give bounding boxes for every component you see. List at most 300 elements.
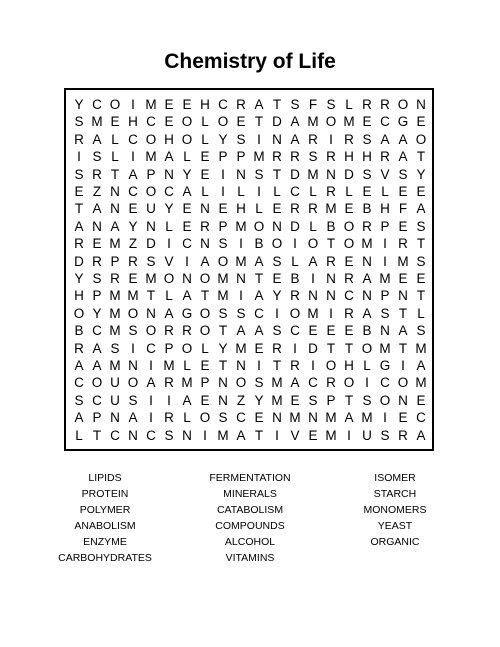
grid-letter: I <box>329 305 333 321</box>
grid-letter: L <box>183 149 191 165</box>
grid-letter: N <box>308 410 318 426</box>
grid-letter: H <box>344 358 354 373</box>
grid-letter: T <box>200 288 210 304</box>
grid-letter: Y <box>164 201 174 217</box>
grid-letter: M <box>109 358 121 373</box>
grid-letter: M <box>325 410 337 426</box>
grid-letter: E <box>164 97 174 112</box>
grid-letter: N <box>218 392 228 408</box>
grid-letter: E <box>362 184 372 199</box>
grid-letter: T <box>416 236 426 252</box>
grid-letter: C <box>182 236 192 252</box>
grid-letter: O <box>73 305 85 321</box>
grid-letter: O <box>145 131 157 147</box>
grid-letter: N <box>272 410 282 426</box>
grid-letter: P <box>218 149 228 165</box>
grid-letter: R <box>290 358 300 373</box>
grid-letter: I <box>311 271 315 286</box>
grid-letter: A <box>164 305 174 321</box>
grid-letter: T <box>272 358 282 373</box>
grid-letter: I <box>167 236 171 252</box>
grid-letter: E <box>344 323 354 339</box>
grid-letter: C <box>380 375 390 391</box>
grid-letter: M <box>397 253 409 269</box>
grid-letter: O <box>307 236 319 252</box>
grid-letter: Y <box>74 271 84 286</box>
grid-letter: S <box>236 305 246 321</box>
grid-row <box>66 287 432 305</box>
grid-letter: M <box>127 288 139 304</box>
grid-letter: A <box>416 201 426 217</box>
grid-letter: S <box>218 236 228 252</box>
grid-letter: T <box>254 427 264 443</box>
grid-letter: M <box>145 97 157 112</box>
grid-letter: S <box>362 392 372 408</box>
grid-letter: O <box>379 392 391 408</box>
grid-letter: P <box>380 218 390 234</box>
grid-letter: R <box>290 201 300 217</box>
grid-letter: L <box>309 218 317 234</box>
grid-letter: M <box>379 340 391 356</box>
grid-letter: A <box>362 271 372 286</box>
grid-letter: U <box>110 375 120 391</box>
grid-letter: N <box>362 253 372 269</box>
grid-letter: E <box>110 114 120 130</box>
grid-letter: C <box>308 375 318 391</box>
grid-letter: H <box>128 114 138 130</box>
grid-letter: S <box>398 166 408 182</box>
grid-letter: C <box>146 114 156 130</box>
grid-letter: P <box>326 392 336 408</box>
grid-letter: P <box>200 375 210 391</box>
grid-row <box>66 427 432 445</box>
grid-letter: Y <box>272 288 282 304</box>
grid-letter: M <box>109 288 121 304</box>
grid-row <box>66 392 432 410</box>
grid-row <box>66 374 432 392</box>
grid-letter: E <box>416 392 426 408</box>
grid-letter: O <box>199 323 211 339</box>
grid-letter: Y <box>128 218 138 234</box>
grid-letter: O <box>163 271 175 286</box>
grid-letter: D <box>74 253 84 269</box>
grid-letter: E <box>344 201 354 217</box>
grid-row <box>66 305 432 323</box>
grid-letter: A <box>254 288 264 304</box>
grid-letter: S <box>110 340 120 356</box>
grid-letter: O <box>343 218 355 234</box>
grid-letter: N <box>326 271 336 286</box>
grid-letter: I <box>239 236 243 252</box>
grid-letter: O <box>397 375 409 391</box>
grid-letter: A <box>110 218 120 234</box>
grid-letter: G <box>379 358 391 373</box>
grid-letter: I <box>131 340 135 356</box>
grid-letter: A <box>92 358 102 373</box>
grid-letter: O <box>127 375 139 391</box>
grid-row <box>66 253 432 271</box>
grid-letter: L <box>345 97 353 112</box>
grid-letter: A <box>254 323 264 339</box>
grid-letter: E <box>182 201 192 217</box>
grid-letter: H <box>380 201 390 217</box>
grid-letter: R <box>110 271 120 286</box>
grid-letter: A <box>398 323 408 339</box>
grid-letter: I <box>401 358 405 373</box>
grid-letter: R <box>290 288 300 304</box>
grid-letter: H <box>362 149 372 165</box>
grid-letter: N <box>236 166 246 182</box>
grid-letter: S <box>308 149 318 165</box>
grid-letter: B <box>254 236 264 252</box>
grid-letter: R <box>344 131 354 147</box>
grid-letter: M <box>163 358 175 373</box>
grid-letter: L <box>111 131 119 147</box>
grid-letter: R <box>380 97 390 112</box>
grid-letter: E <box>290 392 300 408</box>
grid-letter: P <box>236 149 246 165</box>
grid-letter: I <box>131 97 135 112</box>
grid-letter: L <box>165 288 173 304</box>
grid-letter: N <box>110 201 120 217</box>
grid-letter: S <box>128 392 138 408</box>
grid-letter: S <box>128 323 138 339</box>
grid-letter: S <box>218 305 228 321</box>
grid-letter: E <box>254 340 264 356</box>
word-list-item: MINERALS <box>223 488 277 500</box>
grid-letter: O <box>325 114 337 130</box>
grid-letter: L <box>111 149 119 165</box>
grid-letter: M <box>307 305 319 321</box>
grid-letter: M <box>109 305 121 321</box>
grid-letter: G <box>181 305 193 321</box>
grid-letter: B <box>74 323 84 339</box>
grid-letter: I <box>347 427 351 443</box>
grid-letter: R <box>326 149 336 165</box>
grid-letter: M <box>361 236 373 252</box>
grid-letter: B <box>362 201 372 217</box>
grid-letter: N <box>200 236 210 252</box>
grid-letter: T <box>326 236 336 252</box>
word-list-item: ALCOHOL <box>224 536 276 548</box>
grid-letter: C <box>128 184 138 199</box>
word-list-item: FERMENTATION <box>209 472 291 484</box>
grid-letter: P <box>92 288 102 304</box>
grid-letter: I <box>203 427 207 443</box>
grid-letter: O <box>181 340 193 356</box>
grid-letter: S <box>254 375 264 391</box>
grid-letter: A <box>74 358 84 373</box>
grid-letter: A <box>254 97 264 112</box>
grid-letter: N <box>362 288 372 304</box>
grid-letter: M <box>181 375 193 391</box>
grid-letter: A <box>146 375 156 391</box>
grid-letter: A <box>92 340 102 356</box>
grid-letter: T <box>344 392 354 408</box>
grid-row <box>66 183 432 201</box>
grid-letter: O <box>217 114 229 130</box>
grid-letter: T <box>218 323 228 339</box>
grid-letter: M <box>307 114 319 130</box>
word-list-item: PROTEIN <box>81 488 129 500</box>
word-list-item: ORGANIC <box>370 536 420 548</box>
grid-letter: I <box>275 305 279 321</box>
grid-letter: A <box>308 253 318 269</box>
grid-letter: S <box>416 218 426 234</box>
grid-letter: E <box>416 184 426 199</box>
grid-row <box>66 166 432 184</box>
grid-letter: N <box>128 358 138 373</box>
grid-letter: M <box>343 114 355 130</box>
grid-letter: P <box>218 218 228 234</box>
grid-letter: E <box>236 114 246 130</box>
grid-letter: F <box>308 97 318 112</box>
grid-letter: I <box>383 236 387 252</box>
grid-row <box>66 218 432 236</box>
grid-letter: O <box>181 131 193 147</box>
grid-letter: I <box>239 288 243 304</box>
grid-letter: E <box>74 184 84 199</box>
grid-letter: L <box>363 358 371 373</box>
grid-letter: D <box>272 114 282 130</box>
grid-letter: E <box>272 201 282 217</box>
grid-letter: R <box>380 149 390 165</box>
word-list-item: ENZYME <box>83 536 127 548</box>
grid-letter: M <box>325 201 337 217</box>
grid-letter: A <box>290 375 300 391</box>
grid-letter: T <box>272 166 282 182</box>
grid-letter: D <box>344 166 354 182</box>
grid-row <box>66 409 432 427</box>
grid-letter: A <box>92 131 102 147</box>
word-list-item: CARBOHYDRATES <box>58 552 152 564</box>
grid-letter: S <box>308 392 318 408</box>
grid-letter: E <box>398 410 408 426</box>
grid-letter: Y <box>74 97 84 112</box>
word-list-item: ANABOLISM <box>74 520 136 532</box>
grid-letter: N <box>164 166 174 182</box>
grid-letter: E <box>200 166 210 182</box>
grid-letter: R <box>92 253 102 269</box>
grid-letter: E <box>308 323 318 339</box>
grid-letter: M <box>217 288 229 304</box>
grid-letter: A <box>290 131 300 147</box>
grid-letter: O <box>397 97 409 112</box>
grid-letter: C <box>164 184 174 199</box>
grid-letter: C <box>92 392 102 408</box>
grid-letter: R <box>362 218 372 234</box>
grid-letter: S <box>416 253 426 269</box>
grid-letter: L <box>201 114 209 130</box>
grid-letter: N <box>236 271 246 286</box>
grid-letter: A <box>182 392 192 408</box>
grid-letter: N <box>326 288 336 304</box>
grid-letter: Y <box>254 392 264 408</box>
grid-letter: R <box>182 323 192 339</box>
grid-letter: S <box>326 97 336 112</box>
grid-letter: A <box>416 358 426 373</box>
grid-row <box>66 113 432 131</box>
grid-letter: N <box>110 184 120 199</box>
grid-letter: P <box>110 253 120 269</box>
grid-letter: L <box>165 218 173 234</box>
word-list-item: YEAST <box>377 520 413 532</box>
grid-letter: E <box>272 271 282 286</box>
grid-letter: O <box>415 131 427 147</box>
grid-letter: O <box>199 271 211 286</box>
grid-letter: L <box>381 184 389 199</box>
grid-letter: R <box>74 236 84 252</box>
grid-letter: R <box>326 253 336 269</box>
word-list-column <box>305 470 485 550</box>
grid-letter: M <box>235 218 247 234</box>
grid-letter: N <box>236 358 246 373</box>
grid-letter: A <box>398 131 408 147</box>
grid-letter: S <box>362 166 372 182</box>
grid-letter: I <box>365 375 369 391</box>
grid-letter: T <box>326 340 336 356</box>
grid-letter: F <box>398 201 408 217</box>
grid-letter: A <box>236 427 246 443</box>
grid-letter: O <box>145 323 157 339</box>
grid-letter: N <box>200 201 210 217</box>
grid-letter: P <box>380 288 390 304</box>
grid-letter: D <box>290 218 300 234</box>
grid-letter: V <box>380 166 390 182</box>
grid-letter: A <box>128 410 138 426</box>
grid-letter: M <box>109 323 121 339</box>
grid-letter: E <box>254 410 264 426</box>
grid-letter: N <box>308 288 318 304</box>
grid-letter: E <box>164 114 174 130</box>
grid-letter: A <box>92 201 102 217</box>
grid-letter: R <box>272 340 282 356</box>
word-search-grid <box>64 88 434 451</box>
grid-letter: L <box>255 201 263 217</box>
grid-letter: L <box>309 184 317 199</box>
grid-letter: H <box>74 288 84 304</box>
grid-letter: P <box>92 410 102 426</box>
grid-letter: S <box>164 427 174 443</box>
grid-letter: L <box>237 184 245 199</box>
grid-letter: T <box>398 340 408 356</box>
grid-letter: I <box>221 184 225 199</box>
grid-letter: L <box>75 427 83 443</box>
grid-letter: A <box>182 288 192 304</box>
grid-letter: I <box>149 392 153 408</box>
grid-letter: N <box>182 427 192 443</box>
grid-letter: D <box>290 166 300 182</box>
grid-letter: T <box>344 340 354 356</box>
grid-letter: I <box>257 131 261 147</box>
grid-letter: C <box>146 427 156 443</box>
grid-letter: S <box>380 305 390 321</box>
grid-letter: E <box>308 427 318 443</box>
grid-letter: T <box>398 305 408 321</box>
grid-letter: A <box>416 427 426 443</box>
grid-letter: R <box>308 201 318 217</box>
grid-letter: D <box>146 236 156 252</box>
grid-letter: R <box>344 271 354 286</box>
grid-row <box>66 340 432 358</box>
grid-letter: S <box>254 166 264 182</box>
grid-letter: A <box>290 114 300 130</box>
grid-letter: E <box>398 271 408 286</box>
grid-letter: S <box>74 392 84 408</box>
grid-letter: Y <box>218 340 228 356</box>
grid-letter: O <box>199 410 211 426</box>
grid-letter: I <box>77 149 81 165</box>
grid-letter: P <box>146 166 156 182</box>
grid-letter: O <box>253 218 265 234</box>
grid-letter: A <box>164 149 174 165</box>
grid-letter: L <box>201 184 209 199</box>
grid-letter: Z <box>92 184 102 199</box>
grid-letter: R <box>74 340 84 356</box>
grid-letter: Z <box>128 236 138 252</box>
grid-row <box>66 270 432 288</box>
grid-letter: I <box>131 149 135 165</box>
grid-letter: N <box>380 323 390 339</box>
grid-letter: B <box>326 218 336 234</box>
grid-letter: M <box>325 427 337 443</box>
grid-letter: R <box>200 218 210 234</box>
grid-letter: I <box>275 427 279 443</box>
grid-letter: R <box>164 323 174 339</box>
grid-letter: R <box>164 410 174 426</box>
grid-letter: O <box>325 358 337 373</box>
grid-letter: E <box>200 358 210 373</box>
grid-letter: S <box>380 427 390 443</box>
grid-letter: M <box>253 149 265 165</box>
grid-letter: I <box>329 131 333 147</box>
grid-letter: H <box>344 149 354 165</box>
grid-letter: I <box>293 236 297 252</box>
grid-letter: R <box>74 131 84 147</box>
grid-letter: C <box>74 375 84 391</box>
grid-letter: R <box>164 375 174 391</box>
grid-letter: M <box>271 375 283 391</box>
grid-letter: N <box>110 410 120 426</box>
grid-letter: M <box>145 271 157 286</box>
grid-letter: L <box>417 305 425 321</box>
grid-letter: V <box>164 253 174 269</box>
word-list-item: LIPIDS <box>88 472 122 484</box>
grid-letter: C <box>380 114 390 130</box>
grid-letter: C <box>290 323 300 339</box>
grid-letter: S <box>74 166 84 182</box>
grid-row <box>66 235 432 253</box>
grid-letter: R <box>326 375 336 391</box>
grid-letter: E <box>200 392 210 408</box>
grid-letter: S <box>92 149 102 165</box>
grid-letter: L <box>183 358 191 373</box>
grid-letter: H <box>236 201 246 217</box>
grid-letter: O <box>109 97 121 112</box>
grid-letter: M <box>415 340 427 356</box>
grid-letter: E <box>362 114 372 130</box>
grid-letter: O <box>235 375 247 391</box>
grid-letter: U <box>362 427 372 443</box>
grid-letter: I <box>185 253 189 269</box>
grid-letter: O <box>181 114 193 130</box>
grid-letter: T <box>254 114 264 130</box>
grid-letter: A <box>362 305 372 321</box>
grid-letter: M <box>217 427 229 443</box>
grid-letter: S <box>362 131 372 147</box>
grid-letter: O <box>217 253 229 269</box>
grid-letter: C <box>146 340 156 356</box>
